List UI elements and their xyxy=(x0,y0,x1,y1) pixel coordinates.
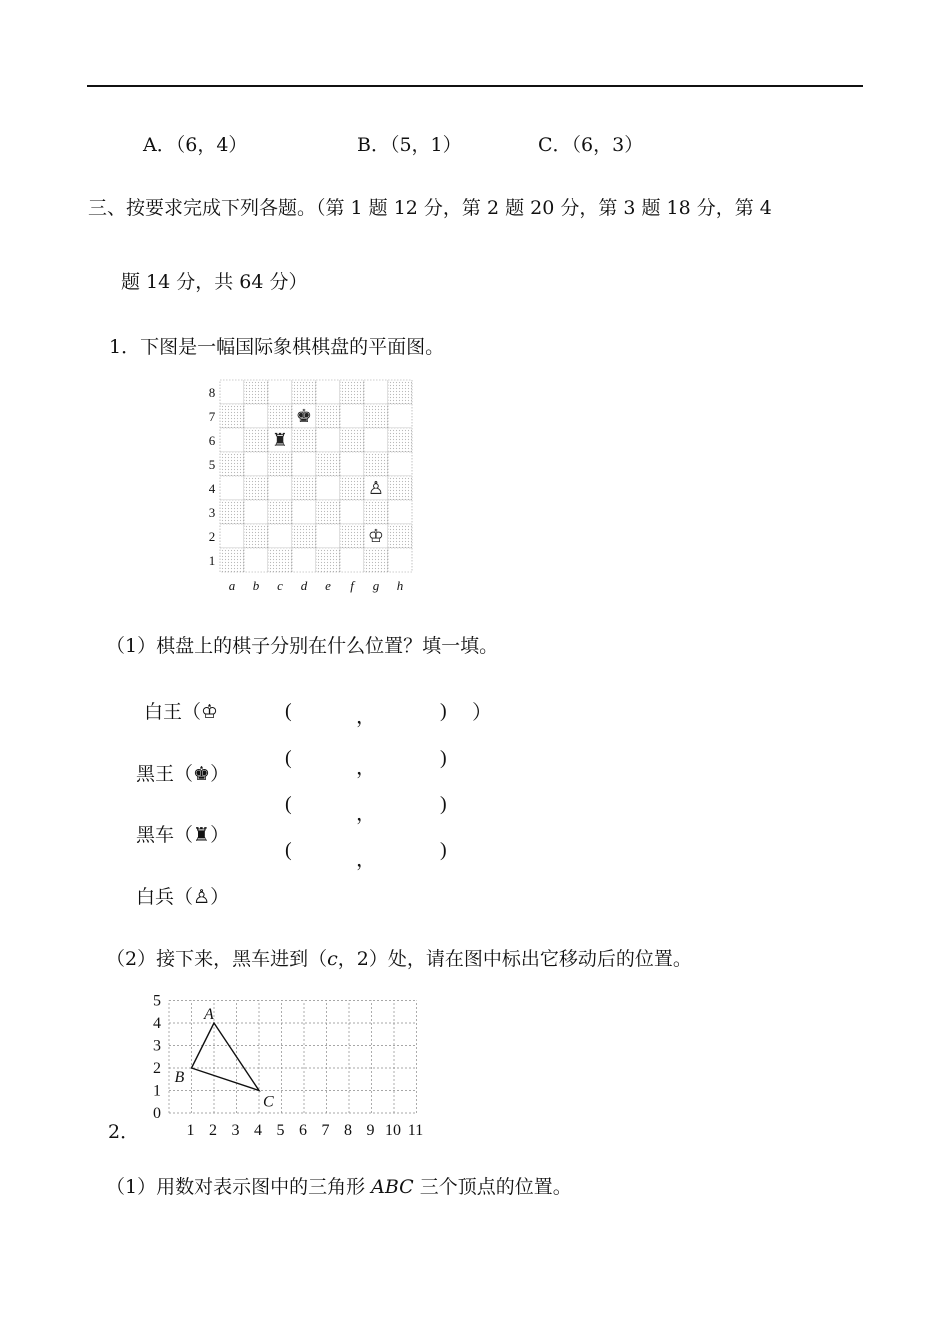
q2-sub1-var: ABC xyxy=(371,1176,414,1198)
fill-label-close: ） xyxy=(210,763,230,785)
board-square xyxy=(316,476,340,500)
board-square xyxy=(220,428,244,452)
board-square xyxy=(268,404,292,428)
board-square xyxy=(388,524,412,548)
board-square xyxy=(292,380,316,404)
board-square xyxy=(340,524,364,548)
board-square xyxy=(316,452,340,476)
x-tick-label: 11 xyxy=(407,1122,424,1139)
board-square xyxy=(340,452,364,476)
row-label: 4 xyxy=(208,481,216,496)
col-label: b xyxy=(252,578,260,593)
board-square xyxy=(244,452,268,476)
board-square xyxy=(388,548,412,572)
q1-sub2 xyxy=(106,944,692,971)
board-square xyxy=(388,500,412,524)
board-square xyxy=(244,500,268,524)
board-square xyxy=(268,476,292,500)
board-square xyxy=(292,524,316,548)
fill-label-close: ） xyxy=(210,886,230,908)
board-square xyxy=(316,428,340,452)
q2-number: 2． xyxy=(108,1121,140,1143)
col-label: a xyxy=(228,578,236,593)
q1-sub2-part-b: ，2）处，请在图中标出它移动后的位置。 xyxy=(337,948,692,970)
board-square xyxy=(388,428,412,452)
fill-label-text: 黑王（ xyxy=(136,763,194,785)
board-square xyxy=(292,452,316,476)
board-square xyxy=(364,428,388,452)
vertex-label-b: B xyxy=(174,1069,185,1086)
black-king-icon: ♚ xyxy=(295,406,313,427)
q1-sub2-part-a: （2）接下来，黑车进到（ xyxy=(106,948,328,970)
choice-c-letter: C． xyxy=(538,134,572,156)
fill-label-text: 白兵（ xyxy=(136,886,194,908)
board-square xyxy=(292,548,316,572)
blank-close-3: ) xyxy=(440,793,447,815)
col-label: h xyxy=(396,578,404,593)
x-tick-label: 9 xyxy=(366,1122,375,1139)
col-label: f xyxy=(350,578,354,593)
blank-comma-2: ， xyxy=(356,757,376,779)
section-heading-line1: 三、按要求完成下列各题。（第 1 题 12 分，第 2 题 20 分，第 3 题 18 分，第 4 xyxy=(88,197,772,219)
fill-label-text: 黑车（ xyxy=(136,824,194,846)
board-square xyxy=(364,500,388,524)
black-rook-icon: ♜ xyxy=(193,824,211,846)
q2-sub1-part-b: 三个顶点的位置。 xyxy=(413,1176,572,1198)
row-label: 7 xyxy=(208,409,216,424)
choice-c-value: （6，3） xyxy=(571,134,644,156)
board-square xyxy=(292,500,316,524)
chessboard-figure xyxy=(200,375,420,595)
triangle-outline xyxy=(192,1023,260,1091)
white-king-icon: ♔ xyxy=(367,526,385,547)
row-label: 3 xyxy=(208,505,216,520)
white-pawn-icon: ♙ xyxy=(193,886,211,908)
choice-a-value: （6，4） xyxy=(175,134,248,156)
row-label: 1 xyxy=(208,553,216,568)
q1-sub1: （1）棋盘上的棋子分别在什么位置？填一填。 xyxy=(106,635,499,657)
white-pawn-icon: ♙ xyxy=(367,478,385,499)
blank-open-3[interactable]: ( xyxy=(285,793,292,815)
chessboard-col-labels xyxy=(229,578,404,593)
board-square xyxy=(244,428,268,452)
row-label: 6 xyxy=(208,433,216,448)
board-square xyxy=(268,500,292,524)
chessboard-row-labels xyxy=(209,385,216,568)
board-square xyxy=(268,548,292,572)
blank-comma-4: ， xyxy=(356,849,376,871)
col-label: e xyxy=(325,578,331,593)
blank-comma-3: ， xyxy=(356,803,376,825)
stray-paren: ） xyxy=(472,702,492,724)
board-square xyxy=(340,404,364,428)
white-king-icon: ♔ xyxy=(201,701,219,723)
board-square xyxy=(364,380,388,404)
board-square xyxy=(244,380,268,404)
x-tick-label: 1 xyxy=(186,1122,195,1139)
x-tick-label: 2 xyxy=(209,1122,217,1139)
choice-a-letter: A． xyxy=(143,134,176,156)
q2-sub1 xyxy=(106,1172,572,1199)
board-square xyxy=(340,548,364,572)
x-tick-label: 4 xyxy=(254,1122,262,1139)
fill-label-black-rook xyxy=(136,820,229,847)
blank-open-4[interactable]: ( xyxy=(285,839,292,861)
board-square xyxy=(316,524,340,548)
board-square xyxy=(244,404,268,428)
blank-open-1[interactable]: ( xyxy=(285,700,292,722)
board-square xyxy=(388,452,412,476)
q1-sub2-var: c xyxy=(327,948,338,970)
board-square xyxy=(316,404,340,428)
board-square xyxy=(388,380,412,404)
col-label: g xyxy=(372,578,380,593)
y-tick-label: 3 xyxy=(153,1037,161,1055)
row-label: 2 xyxy=(208,529,216,544)
fill-label-white-king xyxy=(144,697,218,724)
q1-stem: 1．下图是一幅国际象棋棋盘的平面图。 xyxy=(109,336,445,358)
board-square xyxy=(316,500,340,524)
choice-b-letter: B． xyxy=(357,134,390,156)
blank-comma-1: ， xyxy=(356,706,376,728)
blank-open-2[interactable]: ( xyxy=(285,747,292,769)
board-square xyxy=(340,500,364,524)
top-rule xyxy=(87,85,863,87)
x-tick-label: 3 xyxy=(231,1122,240,1139)
board-square xyxy=(340,428,364,452)
board-square xyxy=(220,524,244,548)
x-tick-label: 5 xyxy=(276,1122,285,1139)
row-label: 8 xyxy=(208,385,216,400)
board-square xyxy=(340,380,364,404)
board-square xyxy=(364,452,388,476)
fill-label-text: 白王（ xyxy=(144,701,202,723)
vertex-label-c: C xyxy=(263,1093,274,1111)
fill-label-white-pawn xyxy=(136,882,229,909)
coordinate-x-ticks xyxy=(187,1122,424,1139)
board-square xyxy=(388,476,412,500)
board-square xyxy=(364,404,388,428)
y-tick-label: 5 xyxy=(153,992,161,1010)
row-label: 5 xyxy=(208,457,216,472)
x-tick-label: 8 xyxy=(344,1122,352,1139)
board-square xyxy=(316,380,340,404)
y-tick-label: 2 xyxy=(153,1060,161,1077)
choice-a xyxy=(143,130,247,157)
board-square xyxy=(340,476,364,500)
section-heading-line2: 题 14 分，共 64 分） xyxy=(121,271,308,293)
board-square xyxy=(220,404,244,428)
board-square xyxy=(364,548,388,572)
blank-close-1: ) xyxy=(440,700,447,722)
triangle-abc xyxy=(175,1006,275,1111)
fill-label-black-king xyxy=(136,759,229,786)
q2-sub1-part-a: （1）用数对表示图中的三角形 xyxy=(106,1176,372,1198)
coordinate-y-ticks xyxy=(153,993,161,1123)
choice-b xyxy=(357,130,462,157)
board-square xyxy=(220,380,244,404)
board-square xyxy=(244,476,268,500)
choice-b-value: （5，1） xyxy=(389,134,462,156)
blank-close-4: ) xyxy=(440,839,447,861)
board-square xyxy=(220,548,244,572)
board-square xyxy=(244,524,268,548)
col-label: c xyxy=(277,578,283,593)
blank-close-2: ) xyxy=(440,747,447,769)
board-square xyxy=(316,548,340,572)
black-rook-icon: ♜ xyxy=(271,430,289,451)
y-tick-label: 0 xyxy=(153,1105,161,1122)
board-square xyxy=(268,452,292,476)
board-square xyxy=(220,500,244,524)
black-king-icon: ♚ xyxy=(193,763,211,785)
board-square xyxy=(220,476,244,500)
col-label: d xyxy=(300,578,308,593)
coordinate-grid-figure xyxy=(140,985,440,1145)
x-tick-label: 7 xyxy=(321,1122,330,1139)
x-tick-label: 6 xyxy=(299,1122,307,1139)
y-tick-label: 1 xyxy=(153,1082,161,1100)
choice-c xyxy=(538,130,643,157)
board-square xyxy=(268,380,292,404)
board-square xyxy=(244,548,268,572)
board-square xyxy=(292,428,316,452)
board-square xyxy=(292,476,316,500)
vertex-label-a: A xyxy=(204,1006,214,1023)
fill-label-close: ） xyxy=(210,824,230,846)
board-square xyxy=(268,524,292,548)
x-tick-label: 10 xyxy=(385,1122,401,1139)
board-square xyxy=(220,452,244,476)
y-tick-label: 4 xyxy=(153,1015,161,1032)
board-square xyxy=(388,404,412,428)
